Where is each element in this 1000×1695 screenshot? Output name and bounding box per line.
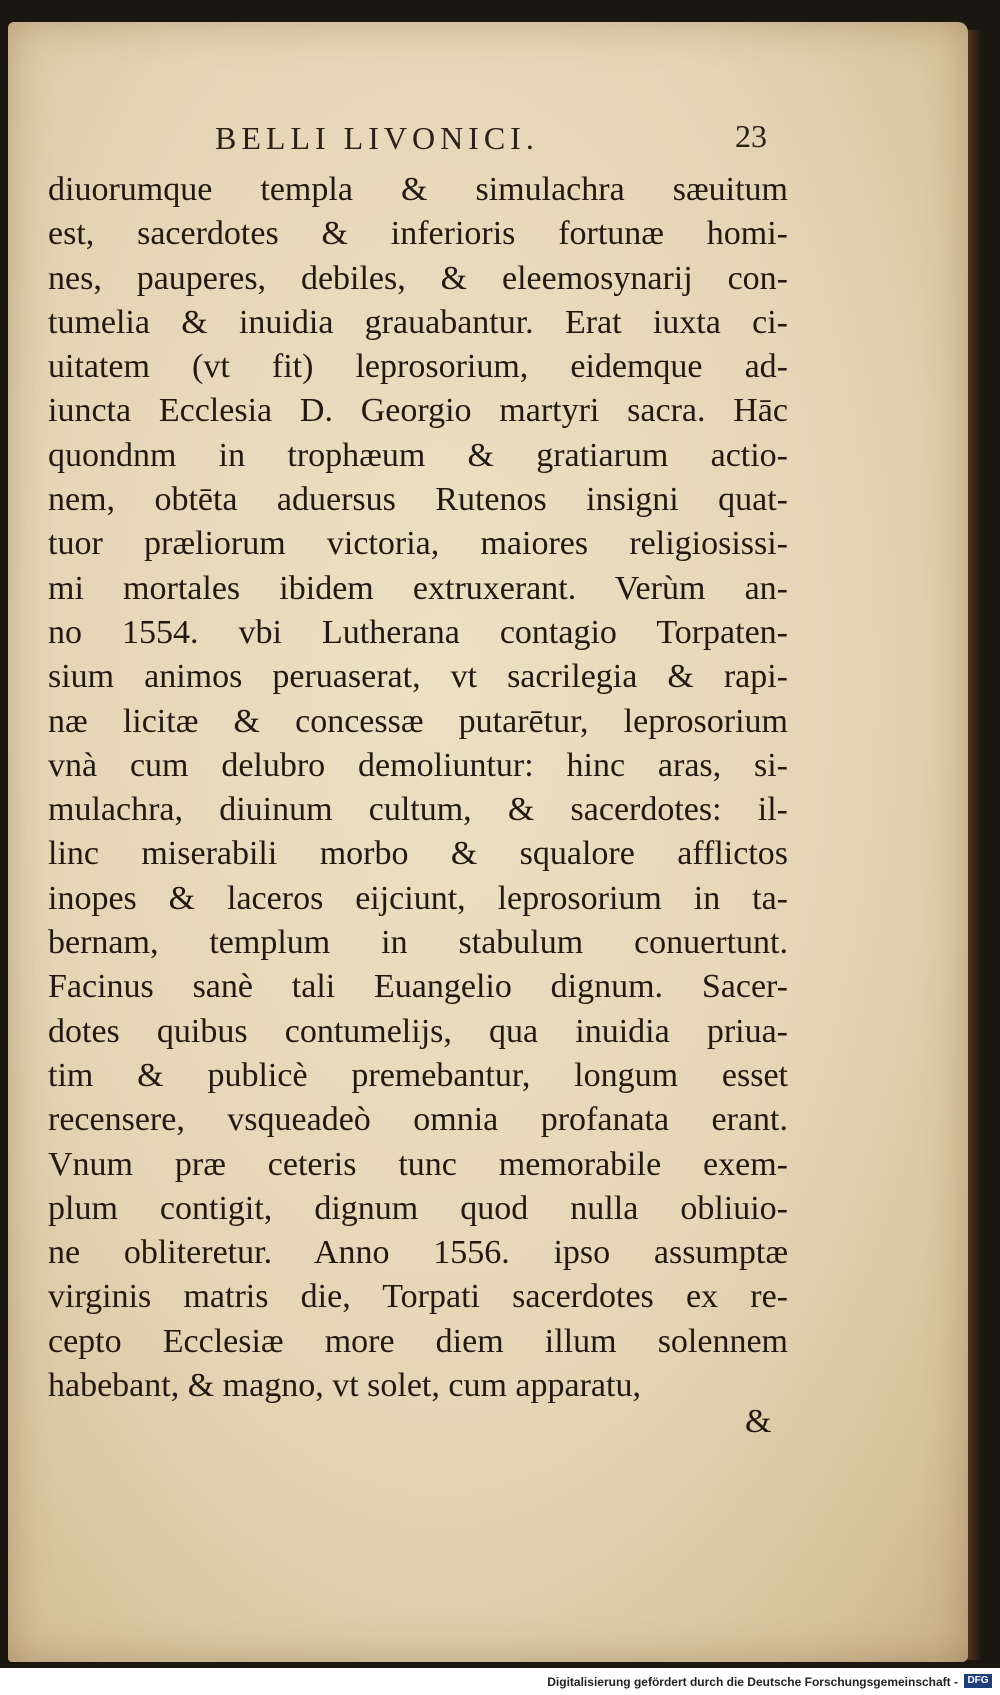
text-line: nes, pauperes, debiles, & eleemosynarij con- (48, 259, 788, 297)
text-line: tumelia & inuidia grauabantur. Erat iuxta ci- (48, 303, 788, 341)
text-line: ne obliteretur. Anno 1556. ipso assumptæ (48, 1234, 788, 1272)
dfg-logo-icon: DFG (964, 1674, 992, 1688)
text-line: uitatem (vt fit) leprosorium, eidemque ad- (48, 348, 788, 386)
text-line: virginis matris die, Torpati sacerdotes ex re- (48, 1278, 788, 1316)
text-line: næ licitæ & concessæ putarētur, leprosorium (48, 702, 788, 740)
text-line: recensere, vsqueadeò omnia profanata erant. (48, 1101, 788, 1139)
text-line: tuor præliorum victoria, maiores religiosissi- (48, 525, 788, 563)
text-line: nem, obtēta aduersus Rutenos insigni quat- (48, 481, 788, 519)
catchword: & (745, 1403, 772, 1440)
text-line: linc miserabili morbo & squalore afflictos (48, 835, 788, 873)
text-line: habebant, & magno, vt solet, cum apparatu, (48, 1367, 641, 1405)
body-text (48, 168, 788, 1408)
text-line: iuncta Ecclesia D. Georgio martyri sacra. Hāc (48, 392, 788, 430)
text-line: tim & publicè premebantur, longum esset (48, 1056, 788, 1094)
page-number: 23 (735, 118, 767, 154)
funding-credit: Digitalisierung gefördert durch die Deutsche Forschungsgemeinschaft - (547, 1675, 958, 1689)
text-line: inopes & laceros eijciunt, leprosorium in ta- (48, 879, 788, 917)
text-line: Facinus sanè tali Euangelio dignum. Sacer- (48, 968, 788, 1006)
text-line: no 1554. vbi Lutherana contagio Torpaten- (48, 613, 788, 651)
text-line: mi mortales ibidem extruxerant. Verùm an- (48, 569, 788, 607)
text-line: cepto Ecclesiæ more diem illum solennem (48, 1322, 788, 1360)
text-line: Vnum præ ceteris tunc memorabile exem- (48, 1145, 788, 1183)
text-line: dotes quibus contumelijs, qua inuidia priua- (48, 1012, 788, 1050)
running-head: BELLI LIVONICI. (215, 120, 539, 156)
text-line: mulachra, diuinum cultum, & sacerdotes: il- (48, 791, 788, 829)
text-line: vnà cum delubro demoliuntur: hinc aras, si- (48, 746, 788, 784)
text-line: plum contigit, dignum quod nulla obliuio- (48, 1189, 788, 1227)
text-line: diuorumque templa & simulachra sæuitum (48, 171, 788, 208)
text-line: quondnm in trophæum & gratiarum actio- (48, 436, 788, 474)
text-line: est, sacerdotes & inferioris fortunæ homi- (48, 215, 788, 253)
text-line: sium animos peruaserat, vt sacrilegia & rapi- (48, 658, 788, 696)
text-line: bernam, templum in stabulum conuertunt. (48, 924, 788, 962)
